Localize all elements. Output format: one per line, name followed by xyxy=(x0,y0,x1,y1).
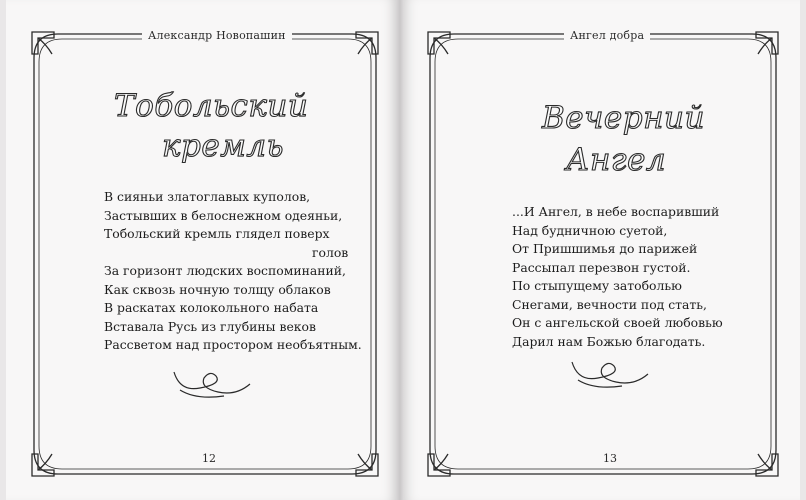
poem-line: Тобольский кремль глядел поверх xyxy=(104,226,330,241)
right-poem xyxy=(512,203,723,351)
poem-line: В раскатах колокольного набата xyxy=(104,300,319,315)
poem-line: ...И Ангел, в небе воспаривший xyxy=(512,204,720,219)
poem-line: Застывших в белоснежном одеяньи, xyxy=(104,207,343,223)
poem-line: В сияньи златоглавых куполов, xyxy=(104,189,311,204)
poem-line: Дарил нам Божью благодать. xyxy=(512,333,706,349)
poem-line: За горизонт людских воспоминаний, xyxy=(104,263,346,278)
right-page-number: 13 xyxy=(598,452,622,465)
right-title-line1: Вечерний xyxy=(542,100,705,136)
right-page xyxy=(404,0,800,500)
left-running-head: Александр Новопашин xyxy=(142,29,292,42)
poem-line: По стыпущему затоболью xyxy=(512,278,682,293)
poem-line: От Пришшимья до парижей xyxy=(512,241,698,256)
left-flourish-icon xyxy=(166,366,256,406)
poem-line: Вставала Русь из глубины веков xyxy=(104,318,316,334)
poem-line: Как сквозь ночную толщу облаков xyxy=(104,281,331,297)
left-title-line1: Тобольский xyxy=(114,88,309,124)
right-running-head: Ангел добра xyxy=(564,29,650,42)
left-title-line2: кремль xyxy=(162,128,285,164)
poem-line: Над будничною суетой, xyxy=(512,222,668,238)
left-poem xyxy=(104,188,362,355)
book-gutter xyxy=(396,0,404,500)
left-page xyxy=(6,0,396,500)
poem-line: Он с ангельской своей любовью xyxy=(512,315,723,330)
right-flourish-icon xyxy=(564,356,654,396)
left-page-number: 12 xyxy=(197,452,221,465)
right-title-line2: Ангел xyxy=(566,142,667,178)
poem-line: голов xyxy=(312,244,349,260)
poem-line: Рассветом над простором необъятным. xyxy=(104,337,362,352)
poem-line: Снегами, вечности под стать, xyxy=(512,296,707,312)
poem-line: Рассыпал перезвон густой. xyxy=(512,259,691,275)
